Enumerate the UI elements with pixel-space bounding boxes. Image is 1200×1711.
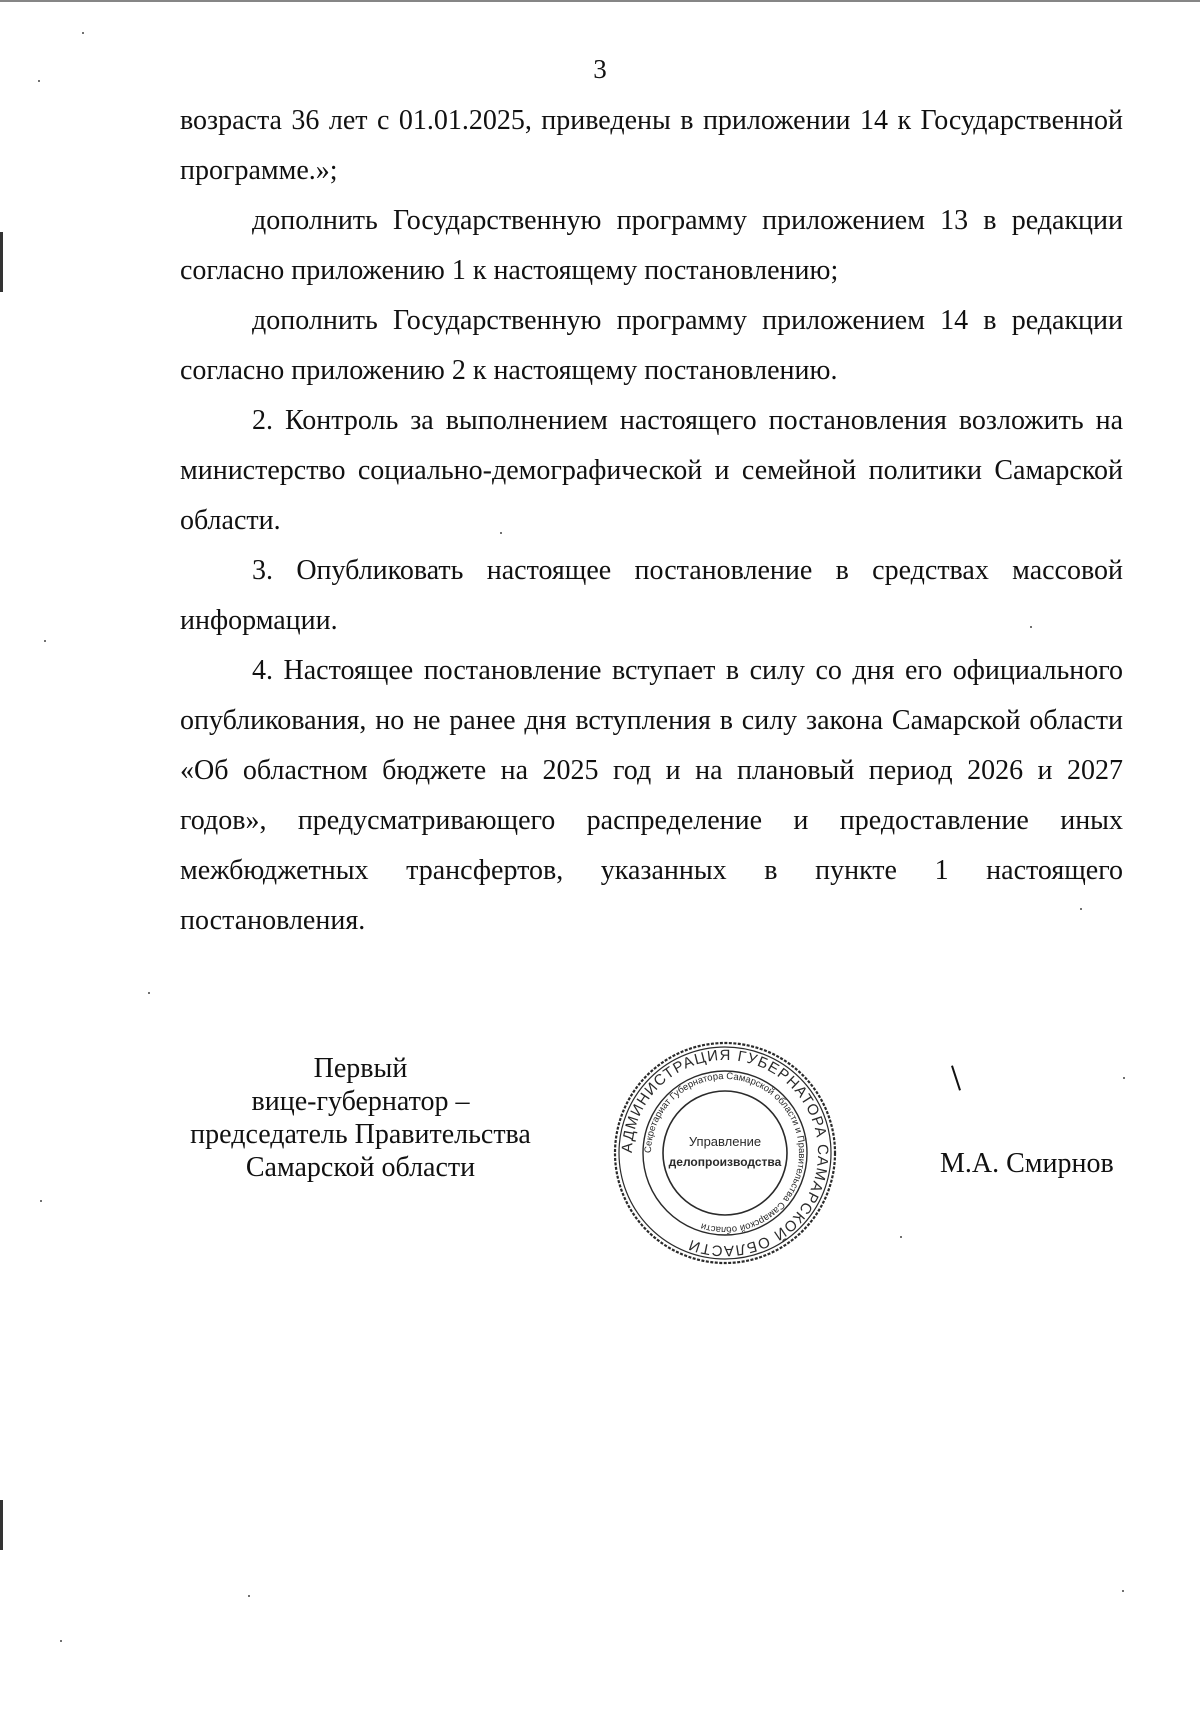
scan-top-edge bbox=[0, 0, 1200, 2]
scan-speck bbox=[82, 32, 84, 34]
scan-margin-mark bbox=[0, 1500, 3, 1550]
page-number: 3 bbox=[593, 54, 607, 84]
seal-center-line-1: Управление bbox=[688, 1134, 762, 1149]
signatory-title-line: Первый bbox=[313, 1053, 408, 1084]
seal-outer-lettering: АДМИНИСТРАЦИЯ ГУБЕРНАТОРА САМАРСКОЙ ОБЛАСТИ bbox=[618, 1046, 832, 1260]
scan-margin-mark bbox=[0, 232, 3, 292]
paragraph-continuation: возраста 36 лет с 01.01.2025, приведены в приложении 14 к Государственной программе.»; bbox=[180, 105, 1123, 186]
paragraph-item-4: 4. Настоящее постановление вступает в силу со дня его официального опубликования, но не ранее дня вступления в силу закона Самарской области «Об областном бюджете на 2025 год и на плановый период 2026 и 2027 годов», предусматривающего распределение и предоставление иных межбюджетных трансфертов, указанных в пункте 1 настоящего постановления. bbox=[180, 655, 1123, 936]
scan-speck bbox=[44, 640, 46, 642]
paragraph-item-2: 2. Контроль за выполнением настоящего постановления возложить на министерство социально-демографической и семейной политики Самарской области. bbox=[180, 405, 1123, 536]
scan-speck bbox=[38, 80, 40, 82]
paragraph-appendix-14: дополнить Государственную программу приложением 14 в редакции согласно приложению 2 к настоящему постановлению. bbox=[180, 305, 1123, 386]
scan-speck bbox=[40, 1200, 42, 1202]
scan-speck bbox=[148, 992, 150, 994]
signatory-name: М.А. Смирнов bbox=[940, 1148, 1114, 1179]
paragraph-item-3: 3. Опубликовать настоящее постановление в средствах массовой информации. bbox=[180, 555, 1123, 636]
signatory-title bbox=[178, 1052, 543, 1184]
signatory-title-line: вице-губернатор – bbox=[251, 1086, 470, 1117]
seal-inner-ring bbox=[663, 1091, 787, 1215]
document-body bbox=[180, 96, 1123, 946]
seal-center-line-2: делопроизводства bbox=[668, 1155, 782, 1169]
scan-speck bbox=[1122, 1590, 1124, 1592]
scan-speck bbox=[1030, 626, 1032, 628]
scan-speck bbox=[1123, 1077, 1125, 1079]
official-seal bbox=[612, 1040, 838, 1266]
scan-speck bbox=[500, 532, 502, 534]
scan-speck bbox=[60, 1640, 62, 1642]
scan-speck bbox=[1080, 908, 1082, 910]
signatory-title-line: председатель Правительства bbox=[190, 1119, 531, 1150]
seal-inner-lettering: Секретариат Губернатора Самарской области и Правительства Самарской области bbox=[642, 1070, 808, 1236]
paragraph-appendix-13: дополнить Государственную программу приложением 13 в редакции согласно приложению 1 к настоящему постановлению; bbox=[180, 205, 1123, 286]
signatory-title-line: Самарской области bbox=[245, 1152, 476, 1183]
scan-speck bbox=[900, 1236, 902, 1238]
handwritten-signature bbox=[951, 1065, 961, 1090]
scan-speck bbox=[248, 1595, 250, 1597]
